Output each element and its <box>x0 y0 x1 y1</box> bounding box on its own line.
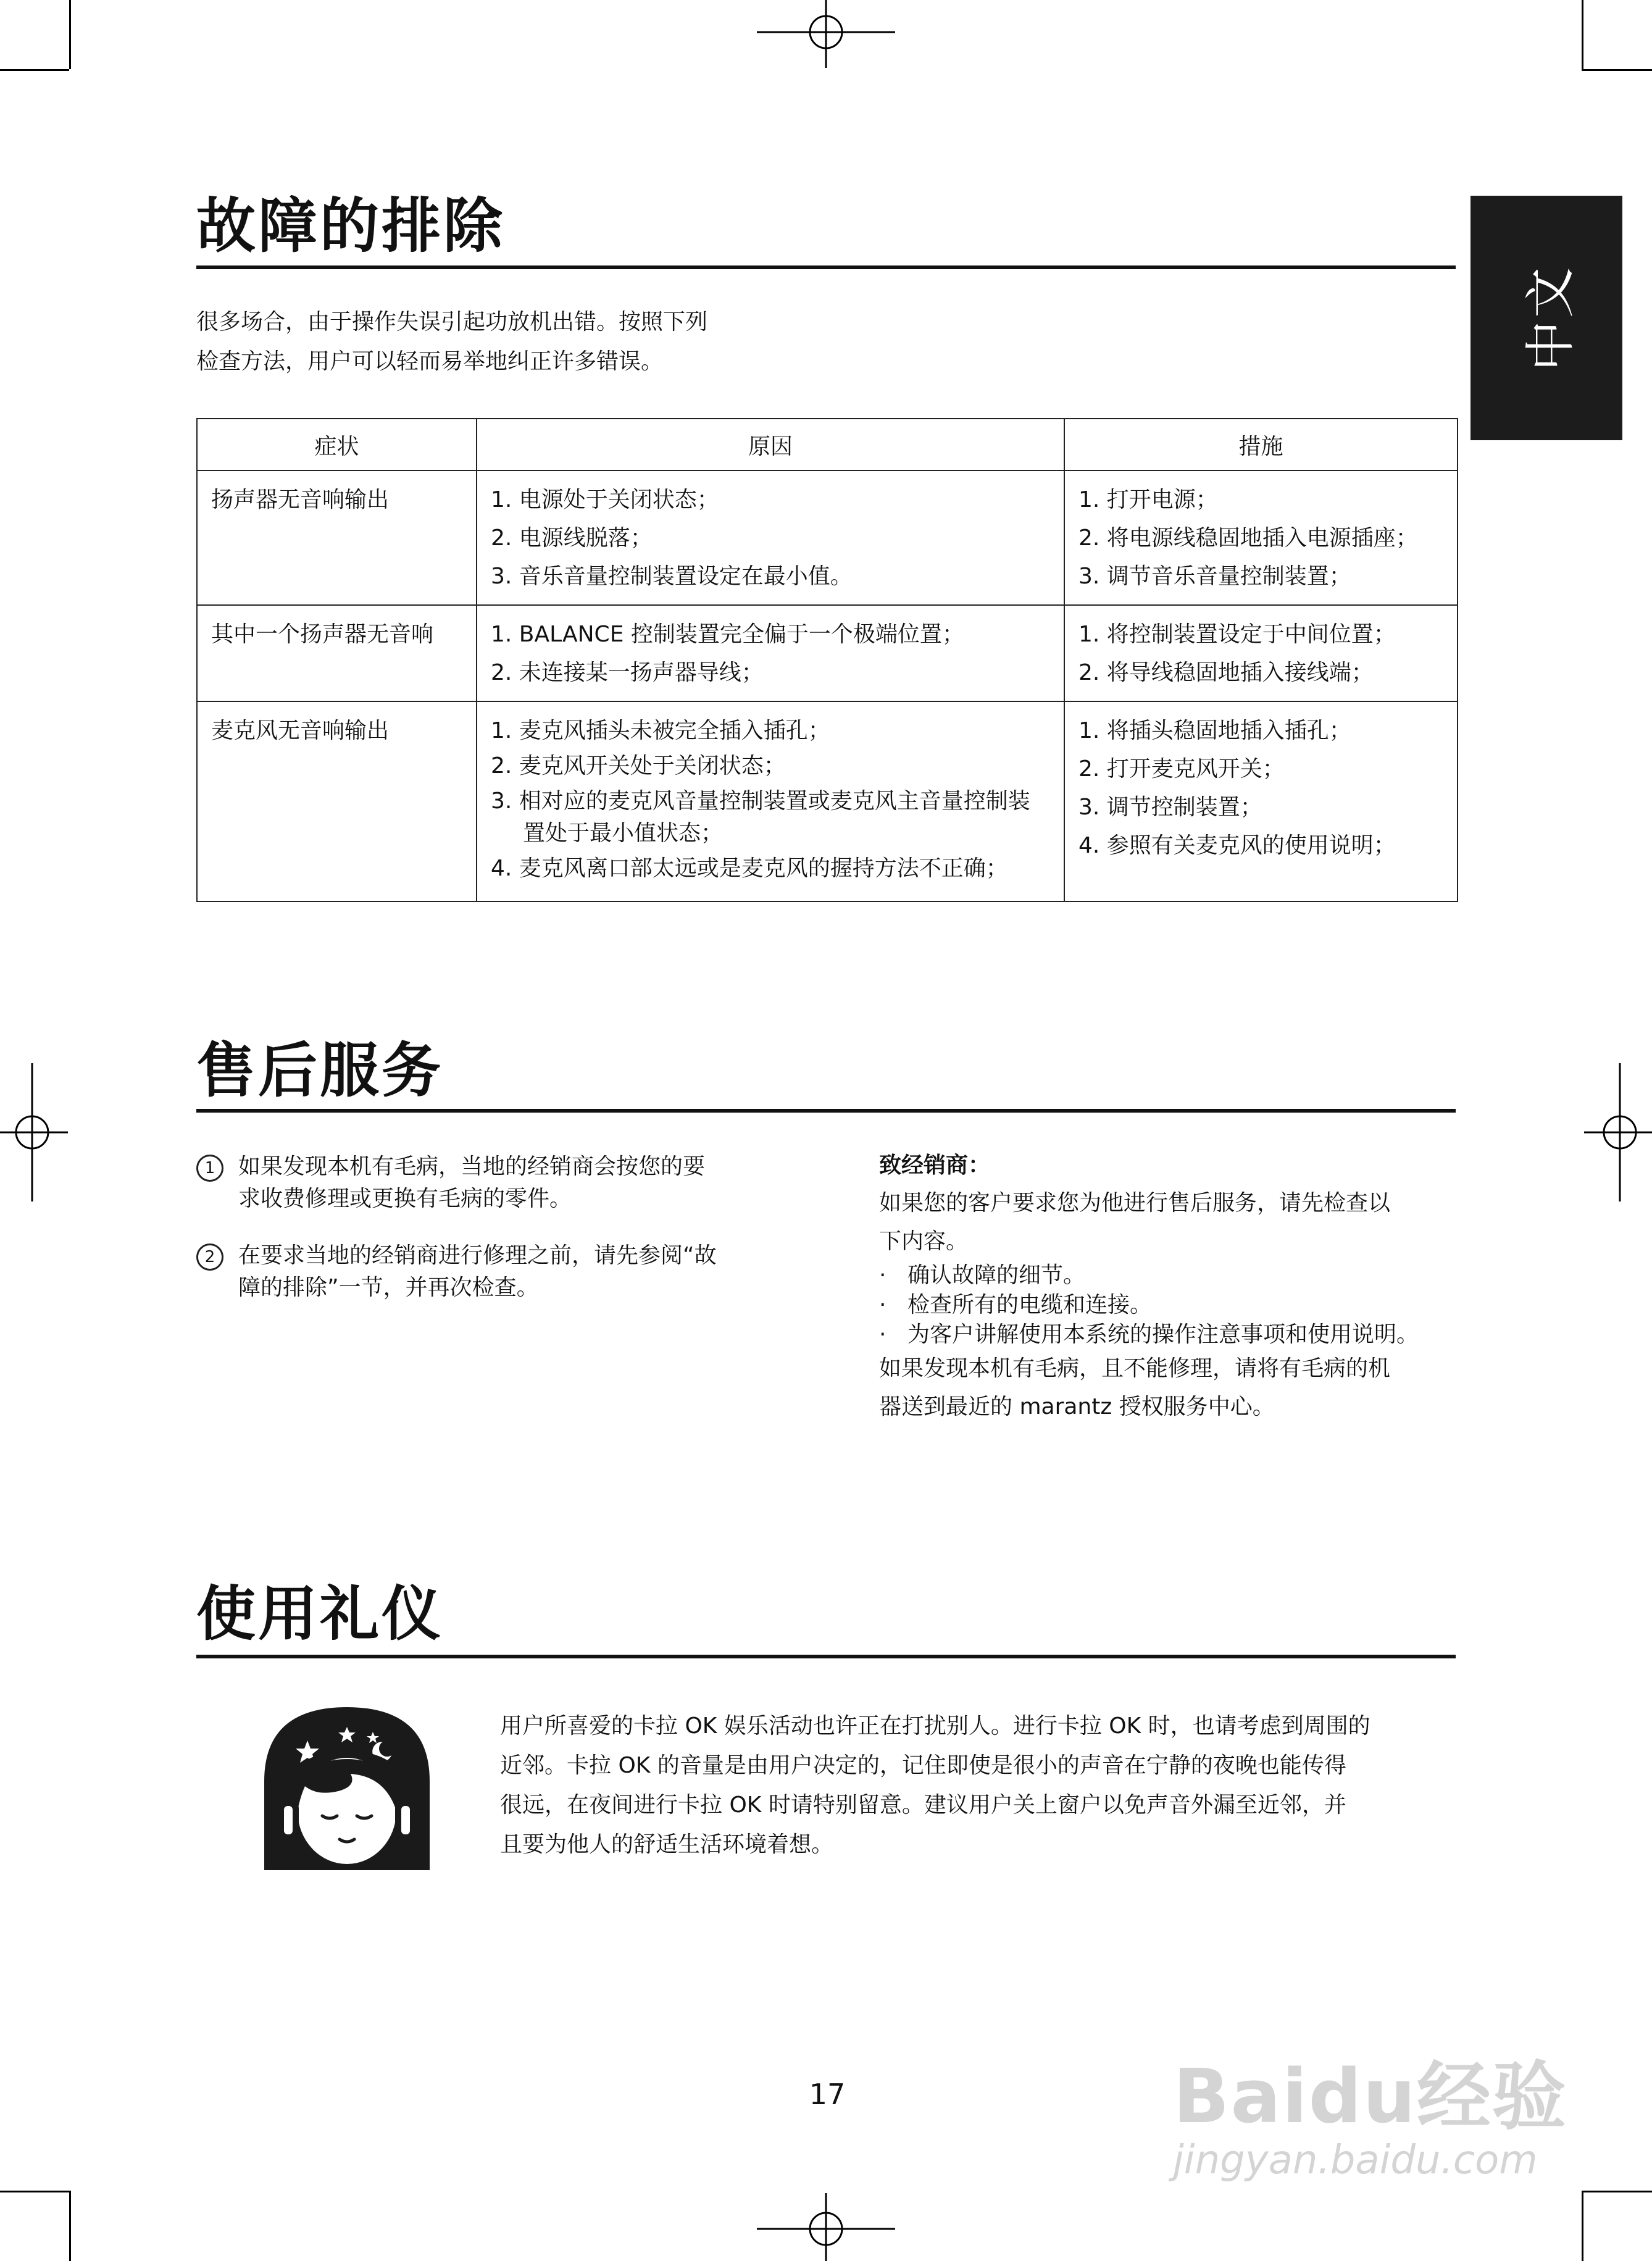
measure-item: 1. 将控制装置设定于中间位置； <box>1078 622 1396 647</box>
service-title: 售后服务 <box>196 1036 443 1105</box>
table-row <box>197 605 1458 701</box>
troubleshooting-intro <box>196 303 707 382</box>
cause-cell <box>477 605 1064 701</box>
measure-item: 2. 将导线稳固地插入接线端； <box>1078 660 1374 685</box>
circled-number-1: 1 <box>196 1155 223 1182</box>
measure-item: 4. 参照有关麦克风的使用说明； <box>1078 833 1396 858</box>
measure-item: 3. 调节控制装置； <box>1078 795 1262 820</box>
dealer-bullet: · 为客户讲解使用本系统的操作注意事项和使用说明。 <box>879 1320 1459 1350</box>
symptom-cell <box>197 605 477 701</box>
circled-number-2: 2 <box>196 1243 223 1271</box>
service-item-line: 求收费修理或更换有毛病的零件。 <box>238 1186 572 1211</box>
symptom-text: 麦克风无音响输出 <box>211 718 390 743</box>
service-rule <box>196 1109 1456 1113</box>
cause-item: 2. 电源线脱落； <box>491 525 653 551</box>
cause-cell <box>477 701 1064 901</box>
dealer-closing-line: 如果发现本机有毛病，且不能修理，请将有毛病的机 <box>879 1356 1391 1381</box>
dealer-bullet: · 确认故障的细节。 <box>879 1261 1459 1290</box>
symptom-text: 扬声器无音响输出 <box>211 487 390 512</box>
measure-cell <box>1064 605 1458 701</box>
cause-item: 2. 麦克风开关处于关闭状态； <box>491 753 786 779</box>
registration-mark-right <box>1584 1063 1652 1202</box>
dealer-closing-line: 器送到最近的 marantz 授权服务中心。 <box>879 1394 1275 1419</box>
dealer-note <box>879 1147 1459 1426</box>
etiquette-line: 很远，在夜间进行卡拉 OK 时请特别留意。建议用户关上窗户以免声音外漏至近邻，并 <box>500 1792 1346 1818</box>
registration-mark-left <box>0 1063 68 1202</box>
registration-mark-bottom <box>757 2193 895 2261</box>
measure-item: 2. 将电源线稳固地插入电源插座； <box>1078 525 1418 551</box>
column-header-cause: 原因 <box>477 419 1064 470</box>
etiquette-line: 近邻。卡拉 OK 的音量是由用户决定的，记住即使是很小的声音在宁静的夜晚也能传得 <box>500 1753 1346 1778</box>
intro-line: 检查方法，用户可以轻而易举地纠正许多错误。 <box>196 349 664 374</box>
cause-item: 1. BALANCE 控制装置完全偏于一个极端位置； <box>491 622 964 647</box>
dealer-title: 致经销商： <box>879 1153 991 1178</box>
troubleshooting-title: 故障的排除 <box>196 191 505 261</box>
dealer-intro-line: 下内容。 <box>879 1229 969 1254</box>
table-row <box>197 701 1458 901</box>
cause-item: 1. 电源处于关闭状态； <box>491 487 719 512</box>
watermark-brand: Baidu经验 <box>1173 2054 1567 2140</box>
language-tab <box>1471 196 1622 440</box>
measure-item: 2. 打开麦克风开关； <box>1078 756 1285 782</box>
dealer-bullet: · 检查所有的电缆和连接。 <box>879 1290 1459 1320</box>
symptom-cell <box>197 470 477 605</box>
cause-item: 3. 相对应的麦克风音量控制装置或麦克风主音量控制装置处于最小值状态； <box>491 788 1030 846</box>
service-item-line: 障的排除”一节，并再次检查。 <box>238 1275 539 1300</box>
language-tab-label: 中文 <box>1521 264 1580 372</box>
column-header-measure: 措施 <box>1064 419 1458 470</box>
troubleshooting-table <box>196 418 1458 902</box>
watermark-url: jingyan.baidu.com <box>1173 2138 1538 2183</box>
cause-item: 3. 音乐音量控制装置设定在最小值。 <box>491 564 853 589</box>
troubleshooting-rule <box>196 265 1456 269</box>
measure-cell <box>1064 701 1458 901</box>
service-item-2 <box>196 1240 801 1304</box>
etiquette-line: 用户所喜爱的卡拉 OK 娱乐活动也许正在打扰别人。进行卡拉 OK 时，也请考虑到周围的 <box>500 1713 1370 1739</box>
cause-cell <box>477 470 1064 605</box>
symptom-text: 其中一个扬声器无音响 <box>211 622 434 647</box>
service-item-1 <box>196 1151 801 1215</box>
table-header-row <box>197 419 1458 470</box>
etiquette-title: 使用礼仪 <box>196 1579 443 1649</box>
symptom-cell <box>197 701 477 901</box>
table-row <box>197 470 1458 605</box>
measure-cell <box>1064 470 1458 605</box>
etiquette-rule <box>196 1655 1456 1658</box>
registration-mark-top <box>757 0 895 68</box>
etiquette-text <box>500 1707 1458 1865</box>
service-item-line: 在要求当地的经销商进行修理之前，请先参阅“故 <box>238 1243 717 1268</box>
column-header-symptom: 症状 <box>197 419 477 470</box>
night-singer-headphones-icon <box>264 1707 430 1870</box>
etiquette-line: 且要为他人的舒适生活环境着想。 <box>500 1832 834 1857</box>
measure-item: 3. 调节音乐音量控制装置； <box>1078 564 1351 589</box>
measure-item: 1. 将插头稳固地插入插孔； <box>1078 718 1351 743</box>
cause-item: 4. 麦克风离口部太远或是麦克风的握持方法不正确； <box>491 856 1008 881</box>
cause-item: 2. 未连接某一扬声器导线； <box>491 660 764 685</box>
intro-line: 很多场合，由于操作失误引起功放机出错。按照下列 <box>196 309 708 335</box>
measure-item: 1. 打开电源； <box>1078 487 1218 512</box>
service-item-line: 如果发现本机有毛病，当地的经销商会按您的要 <box>238 1154 706 1179</box>
page-number: 17 <box>809 2078 846 2111</box>
dealer-intro-line: 如果您的客户要求您为他进行售后服务，请先检查以 <box>879 1190 1391 1216</box>
cause-item: 1. 麦克风插头未被完全插入插孔； <box>491 718 830 743</box>
